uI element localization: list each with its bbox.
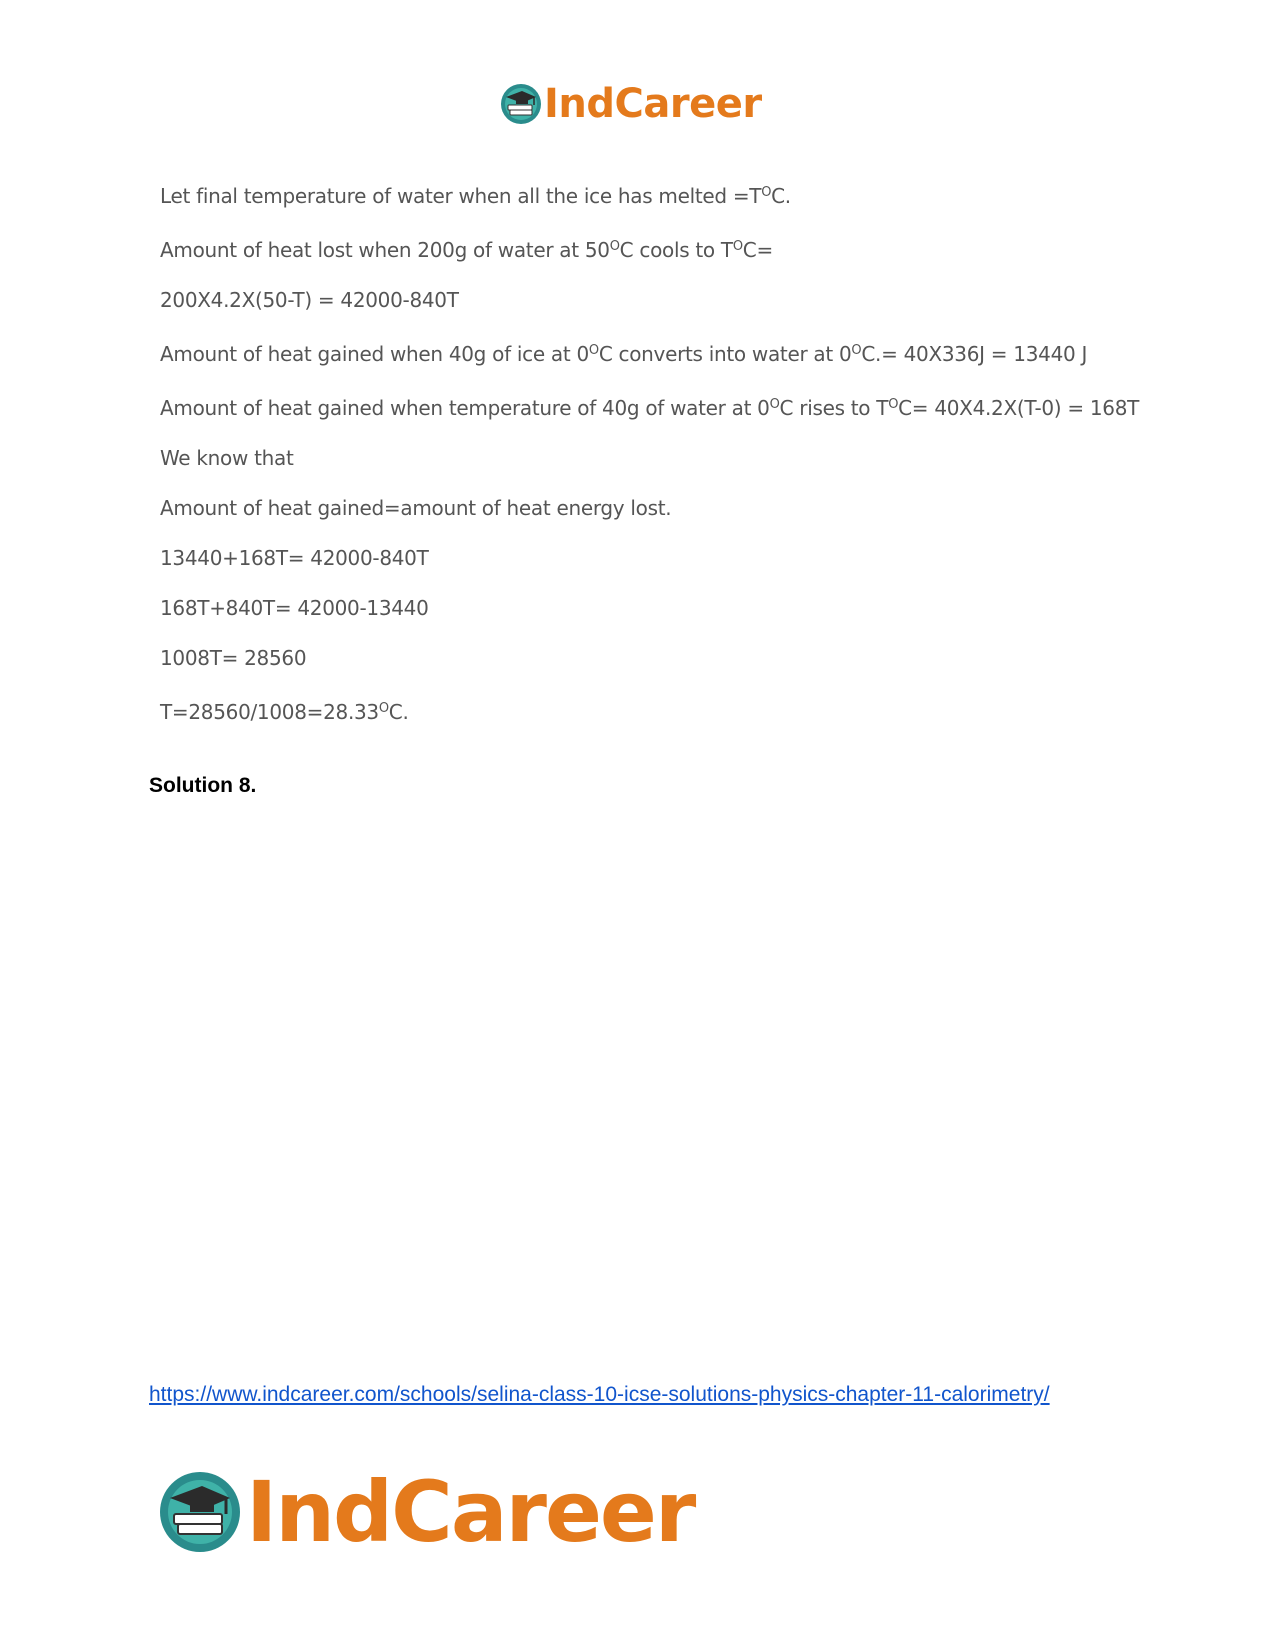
text-line: Let final temperature of water when all the ice has melted $=T^OC$. xyxy=(160,184,791,208)
text-line: 168T+840T= 42000-13440 xyxy=(160,596,429,620)
text-line: Amount of heat lost when 200g of water at $50^OC$ cools to $T^OC=$ xyxy=(160,238,773,262)
logo-wordmark: IndCareer xyxy=(544,81,762,127)
text-line: $T=28560/1008=28.33^OC$. xyxy=(160,700,409,724)
text-line: 1008T= 28560 xyxy=(160,646,307,670)
source-link[interactable]: https://www.indcareer.com/schools/selina-class-10-icse-solutions-physics-chapter-11-calorimetry/ xyxy=(149,1383,1050,1406)
logo-wordmark: IndCareer xyxy=(246,1463,695,1561)
header-logo xyxy=(500,78,762,130)
solution-heading: Solution 8. xyxy=(149,774,257,797)
text-line: We know that xyxy=(160,446,294,470)
graduation-cap-books-icon xyxy=(158,1470,242,1554)
text-line: Amount of heat gained=amount of heat energy lost. xyxy=(160,496,672,520)
text-line: 13440+168T= 42000-840T xyxy=(160,546,429,570)
text-line: Amount of heat gained when temperature of 40g of water at $0^OC$ rises to $T^OC= 40X4.2X(T-0) = 168T$ xyxy=(160,396,1140,420)
footer-logo xyxy=(158,1462,694,1562)
graduation-cap-books-icon xyxy=(500,83,542,125)
text-line: 200X4.2X(50-T) = 42000-840T xyxy=(160,288,459,312)
text-line: Amount of heat gained when 40g of ice at $0^OC$ converts into water at $0^OC.= 40X336J = 13440$ J xyxy=(160,342,1088,366)
